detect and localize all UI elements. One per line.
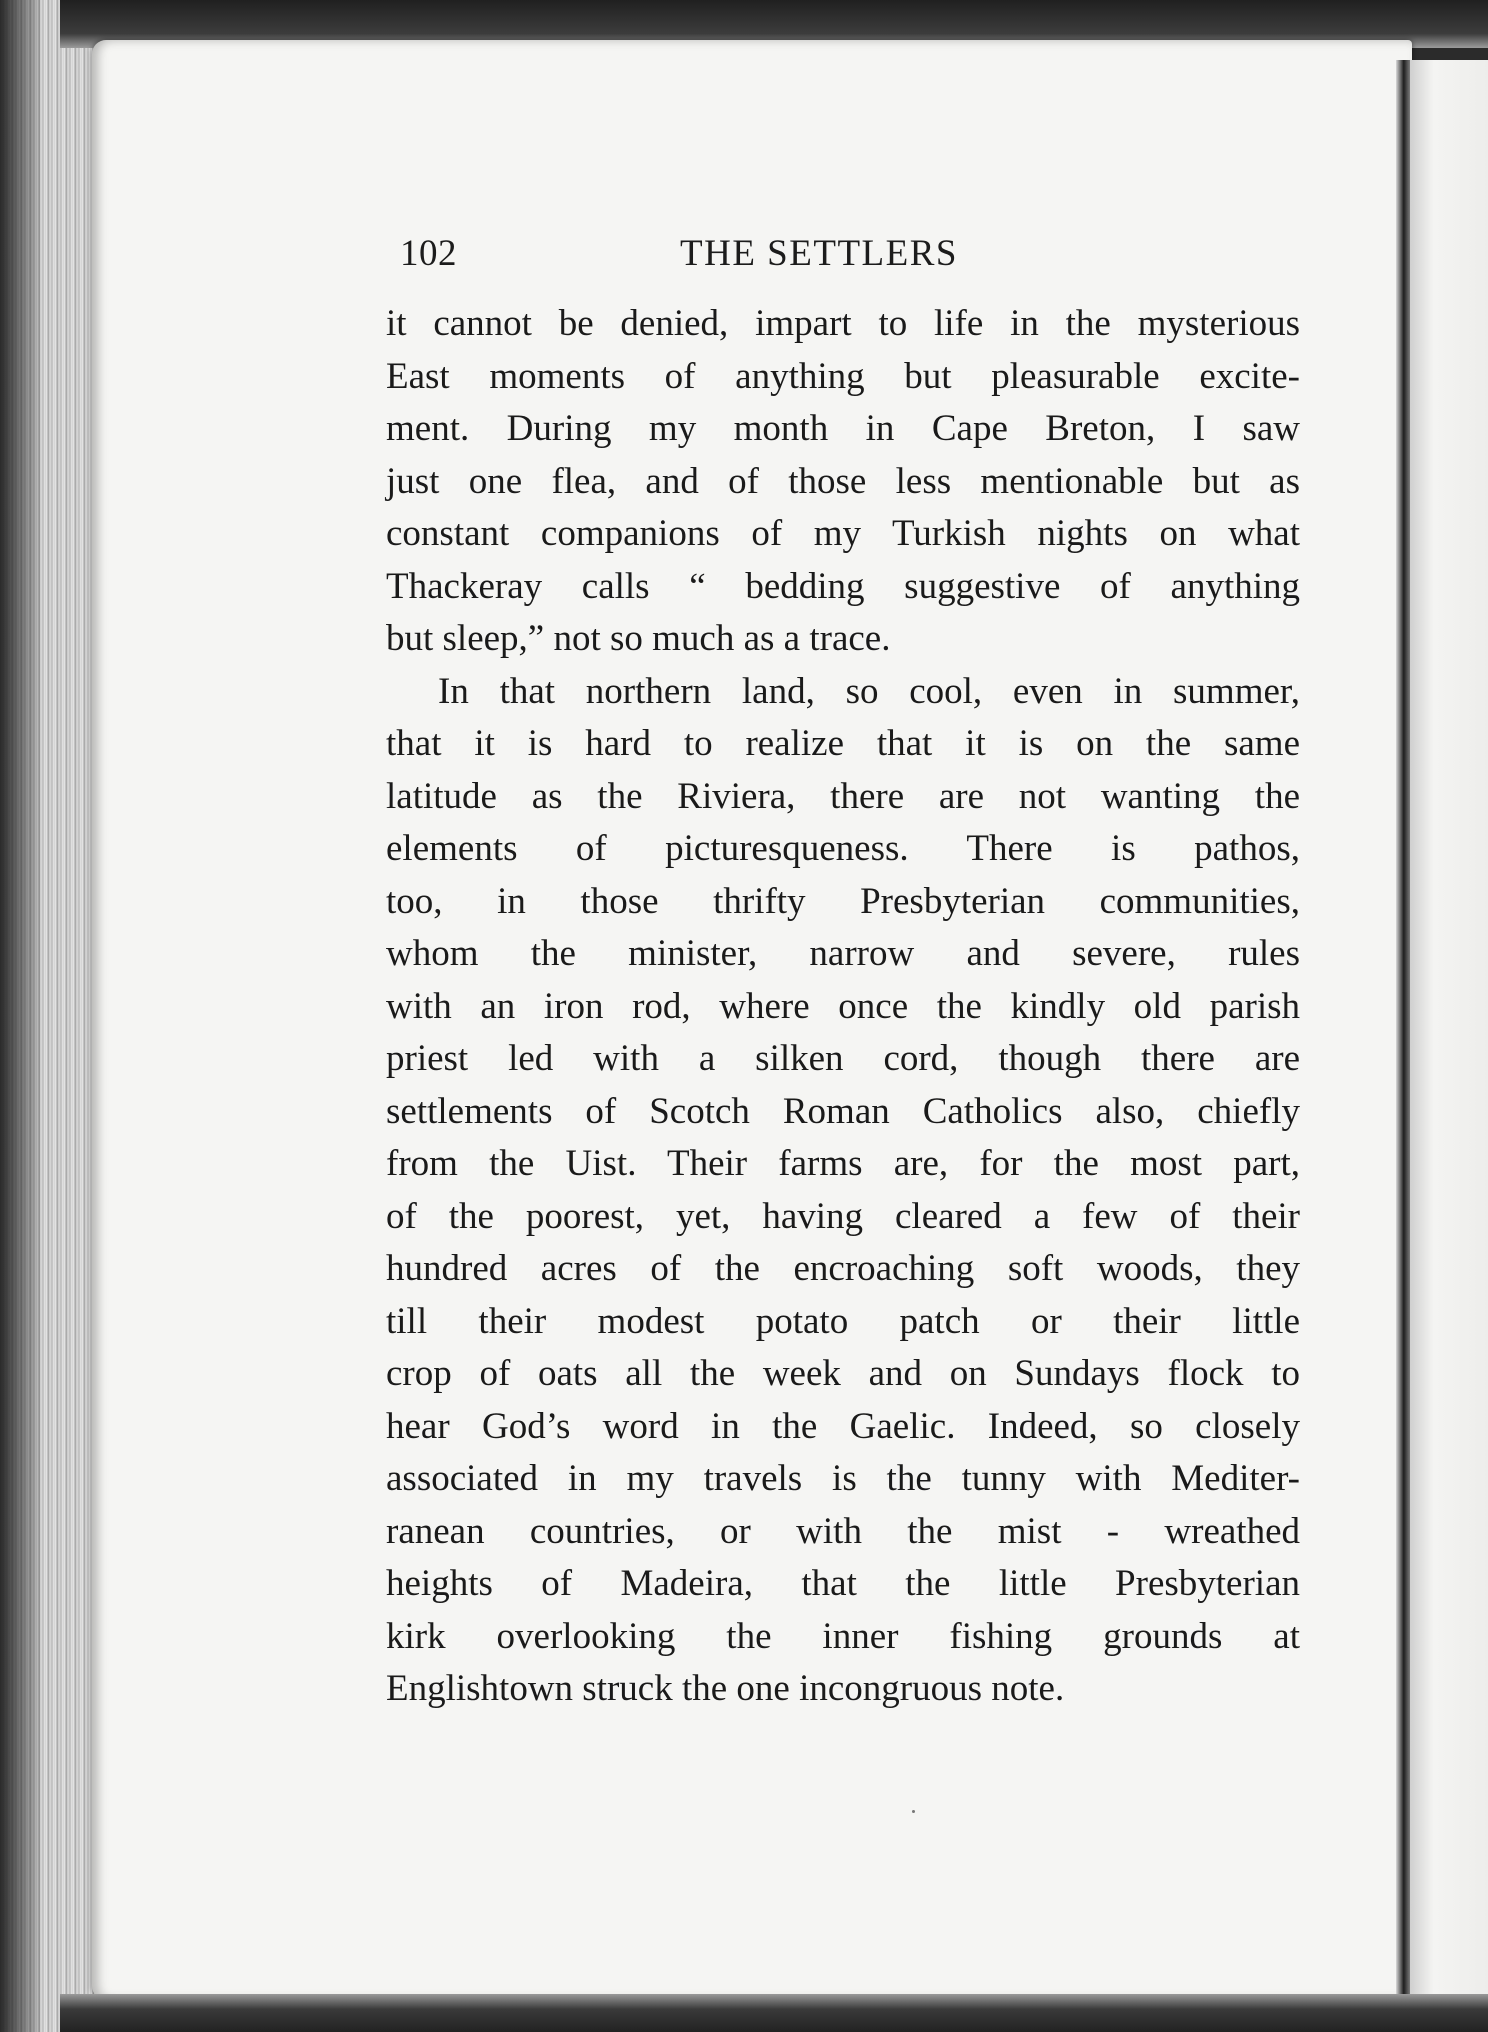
text-line: heights of Madeira, that the little Presbyterian [386, 1563, 1300, 1604]
text-line: whom the minister, narrow and severe, rules [386, 933, 1300, 974]
text-line: ment. During my month in Cape Breton, I saw [386, 408, 1300, 449]
text-line: elements of picturesqueness. There is pathos, [386, 828, 1300, 869]
text-line: priest led with a silken cord, though there are [386, 1038, 1300, 1079]
text-line: till their modest potato patch or their little [386, 1300, 1300, 1342]
running-head [400, 232, 1310, 292]
text-line: latitude as the Riviera, there are not wanting the [386, 775, 1300, 817]
text-line: of the poorest, yet, having cleared a few of their [386, 1195, 1300, 1237]
binding-shadow [0, 0, 40, 2032]
text-line: ranean countries, or with the mist - wreathed [386, 1510, 1300, 1552]
text-line: crop of oats all the week and on Sundays flock to [386, 1353, 1300, 1394]
paper-speck [912, 1810, 915, 1813]
running-title: THE SETTLERS [680, 233, 959, 274]
text-line: from the Uist. Their farms are, for the most part, [386, 1143, 1300, 1184]
text-line: that it is hard to realize that it is on the same [386, 723, 1300, 764]
page-number: 102 [400, 233, 457, 274]
page-fold [1396, 60, 1410, 2000]
text-line: kirk overlooking the inner fishing grounds at [386, 1615, 1300, 1657]
text-line: too, in those thrifty Presbyterian communities, [386, 880, 1300, 922]
bottom-edge-shadow [60, 1994, 1488, 2032]
text-line: just one flea, and of those less mentionable but as [386, 460, 1300, 502]
text-line: Englishtown struck the one incongruous note. [386, 1668, 1065, 1709]
text-line: but sleep,” not so much as a trace. [386, 618, 891, 659]
text-line: East moments of anything but pleasurable excite- [386, 355, 1300, 397]
text-line: with an iron rod, where once the kindly old parish [386, 985, 1300, 1027]
facing-page-edge [1410, 60, 1488, 2032]
text-line: associated in my travels is the tunny with Mediter- [386, 1458, 1300, 1499]
text-line: hear God’s word in the Gaelic. Indeed, so closely [386, 1405, 1300, 1447]
text-line: constant companions of my Turkish nights on what [386, 513, 1300, 554]
text-line: it cannot be denied, impart to life in the mysterious [386, 303, 1300, 344]
text-line: Thackeray calls “ bedding suggestive of anything [386, 565, 1300, 607]
text-line: hundred acres of the encroaching soft woods, they [386, 1248, 1300, 1289]
text-line: settlements of Scotch Roman Catholics also, chiefly [386, 1090, 1300, 1132]
body-text [386, 298, 1300, 1716]
text-line: In that northern land, so cool, even in summer, [438, 670, 1300, 712]
